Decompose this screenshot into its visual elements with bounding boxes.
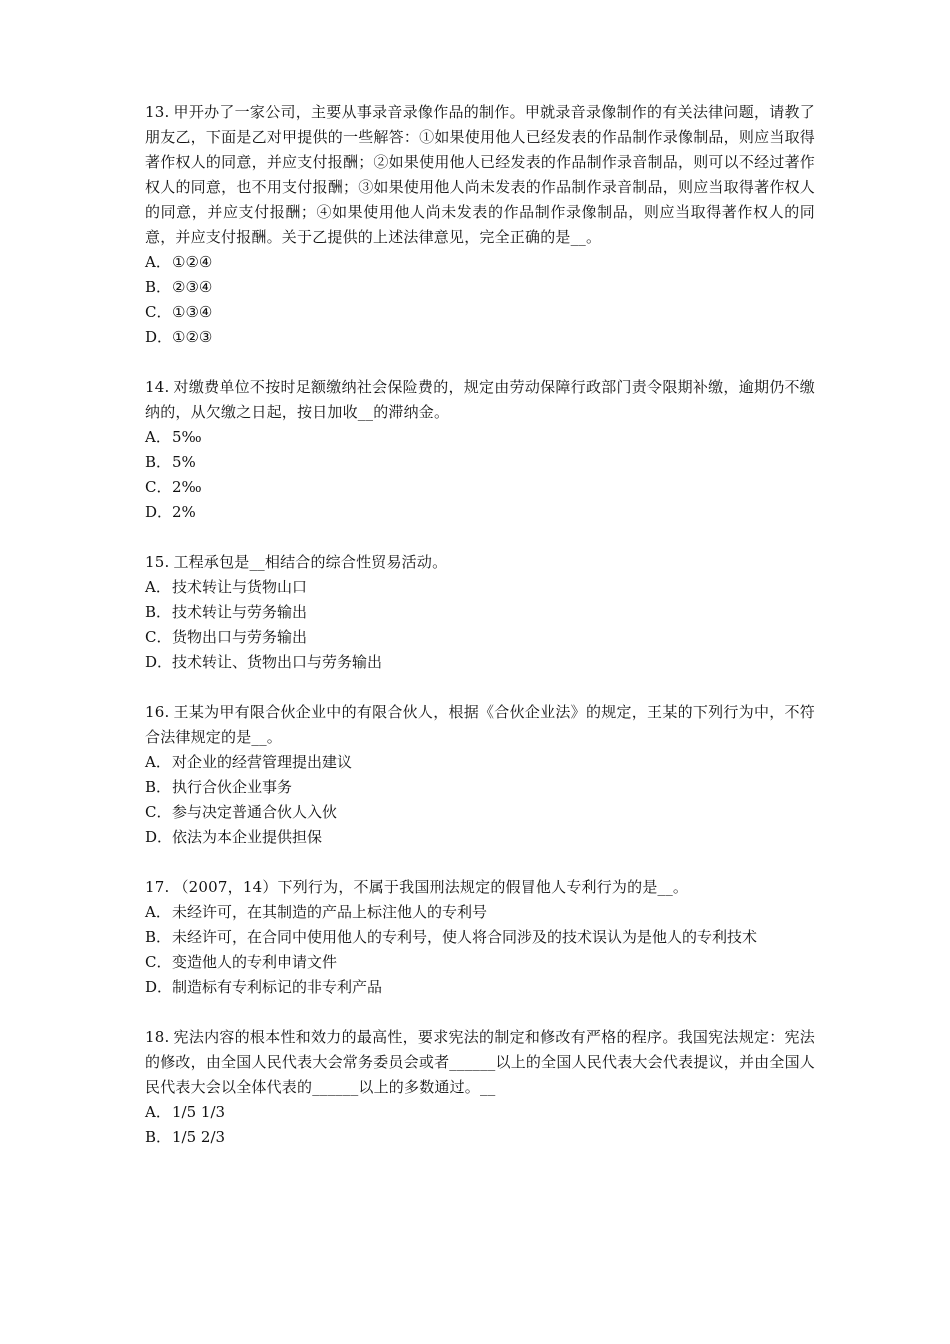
option-d[interactable]: [145, 650, 815, 675]
option-text: 货物出口与劳务输出: [172, 628, 308, 646]
option-text: 技术转让与劳务输出: [172, 603, 308, 621]
option-text: 参与决定普通合伙人入伙: [172, 803, 338, 821]
question-17: [145, 875, 815, 1000]
option-c[interactable]: [145, 950, 815, 975]
option-a[interactable]: [145, 250, 815, 275]
question-15: [145, 550, 815, 675]
option-d[interactable]: [145, 325, 815, 350]
option-letter: C．: [145, 803, 172, 821]
option-a[interactable]: [145, 425, 815, 450]
document-page: [145, 100, 815, 1175]
question-stem: [145, 550, 815, 575]
question-text: （2007，14）下列行为，不属于我国刑法规定的假冒他人专利行为的是__。: [173, 878, 689, 896]
option-d[interactable]: [145, 500, 815, 525]
option-letter: D．: [145, 503, 173, 521]
option-text: 变造他人的专利申请文件: [172, 953, 338, 971]
option-text: 1/5 1/3: [172, 1103, 226, 1121]
option-b[interactable]: [145, 450, 815, 475]
option-c[interactable]: [145, 800, 815, 825]
option-letter: C．: [145, 478, 172, 496]
option-b[interactable]: [145, 275, 815, 300]
option-letter: D．: [145, 828, 173, 846]
option-c[interactable]: [145, 625, 815, 650]
option-d[interactable]: [145, 975, 815, 1000]
question-number: 14.: [145, 378, 170, 396]
option-text: 依法为本企业提供担保: [172, 828, 323, 846]
option-text: ①②④: [172, 253, 213, 271]
option-text: 执行合伙企业事务: [172, 778, 293, 796]
option-letter: B．: [145, 1128, 172, 1146]
option-c[interactable]: [145, 300, 815, 325]
option-c[interactable]: [145, 475, 815, 500]
question-number: 15.: [145, 553, 170, 571]
option-text: 2‰: [172, 478, 202, 496]
question-number: 13.: [145, 103, 170, 121]
option-text: 5‰: [172, 428, 202, 446]
option-text: 未经许可，在合同中使用他人的专利号，使人将合同涉及的技术误认为是他人的专利技术: [172, 928, 758, 946]
question-16: [145, 700, 815, 850]
option-text: 2%: [172, 503, 196, 521]
option-d[interactable]: [145, 825, 815, 850]
option-text: 1/5 2/3: [172, 1128, 226, 1146]
option-letter: D．: [145, 328, 173, 346]
option-b[interactable]: [145, 775, 815, 800]
option-text: 制造标有专利标记的非专利产品: [172, 978, 383, 996]
option-letter: B．: [145, 778, 172, 796]
option-text: 5%: [172, 453, 196, 471]
option-letter: C．: [145, 303, 172, 321]
option-letter: B．: [145, 453, 172, 471]
question-text: 甲开办了一家公司，主要从事录音录像作品的制作。甲就录音录像制作的有关法律问题，请教了朋友乙，下面是乙对甲提供的一些解答：①如果使用他人已经发表的作品制作录像制品，则应当取得著作权人的同意，并应支付报酬；②如果使用他人已经发表的作品制作录音制品，则可以不经过著作权人的同意，也不用支付报酬；③如果使用他人尚未发表的作品制作录音制品，则应当取得著作权人的同意，并应支付报酬；④如果使用他人尚未发表的作品制作录像制品，则应当取得著作权人的同意，并应支付报酬。关于乙提供的上述法律意见，完全正确的是__。: [145, 103, 815, 246]
question-stem: [145, 700, 815, 750]
option-b[interactable]: [145, 925, 815, 950]
option-text: 未经许可，在其制造的产品上标注他人的专利号: [172, 903, 488, 921]
option-letter: A．: [145, 253, 171, 271]
option-letter: A．: [145, 753, 171, 771]
question-text: 宪法内容的根本性和效力的最高性，要求宪法的制定和修改有严格的程序。我国宪法规定：宪法的修改，由全国人民代表大会常务委员会或者______以上的全国人民代表大会代表提议，并由全国人民代表大会以全体代表的______以上的多数通过。__: [145, 1028, 815, 1096]
option-b[interactable]: [145, 600, 815, 625]
option-a[interactable]: [145, 575, 815, 600]
option-text: 对企业的经营管理提出建议: [172, 753, 353, 771]
option-letter: B．: [145, 928, 172, 946]
option-a[interactable]: [145, 1100, 815, 1125]
question-stem: [145, 875, 815, 900]
option-letter: C．: [145, 628, 172, 646]
option-letter: D．: [145, 978, 173, 996]
option-text: ①②③: [172, 328, 213, 346]
question-stem: [145, 375, 815, 425]
option-letter: A．: [145, 1103, 171, 1121]
question-stem: [145, 1025, 815, 1100]
option-letter: A．: [145, 578, 171, 596]
question-text: 工程承包是__相结合的综合性贸易活动。: [173, 553, 448, 571]
question-13: [145, 100, 815, 350]
option-letter: B．: [145, 603, 172, 621]
option-text: ①③④: [172, 303, 213, 321]
option-text: ②③④: [172, 278, 213, 296]
question-18: [145, 1025, 815, 1150]
question-text: 王某为甲有限合伙企业中的有限合伙人，根据《合伙企业法》的规定，王某的下列行为中，不符合法律规定的是__。: [145, 703, 815, 746]
question-number: 16.: [145, 703, 170, 721]
option-letter: B．: [145, 278, 172, 296]
option-a[interactable]: [145, 900, 815, 925]
option-letter: D．: [145, 653, 173, 671]
option-letter: A．: [145, 428, 171, 446]
option-text: 技术转让、货物出口与劳务输出: [172, 653, 383, 671]
option-a[interactable]: [145, 750, 815, 775]
option-text: 技术转让与货物山口: [172, 578, 308, 596]
option-letter: C．: [145, 953, 172, 971]
question-text: 对缴费单位不按时足额缴纳社会保险费的，规定由劳动保障行政部门责令限期补缴，逾期仍不缴纳的，从欠缴之日起，按日加收__的滞纳金。: [145, 378, 815, 421]
option-b[interactable]: [145, 1125, 815, 1150]
question-stem: [145, 100, 815, 250]
question-number: 18.: [145, 1028, 170, 1046]
question-number: 17.: [145, 878, 170, 896]
question-14: [145, 375, 815, 525]
option-letter: A．: [145, 903, 171, 921]
